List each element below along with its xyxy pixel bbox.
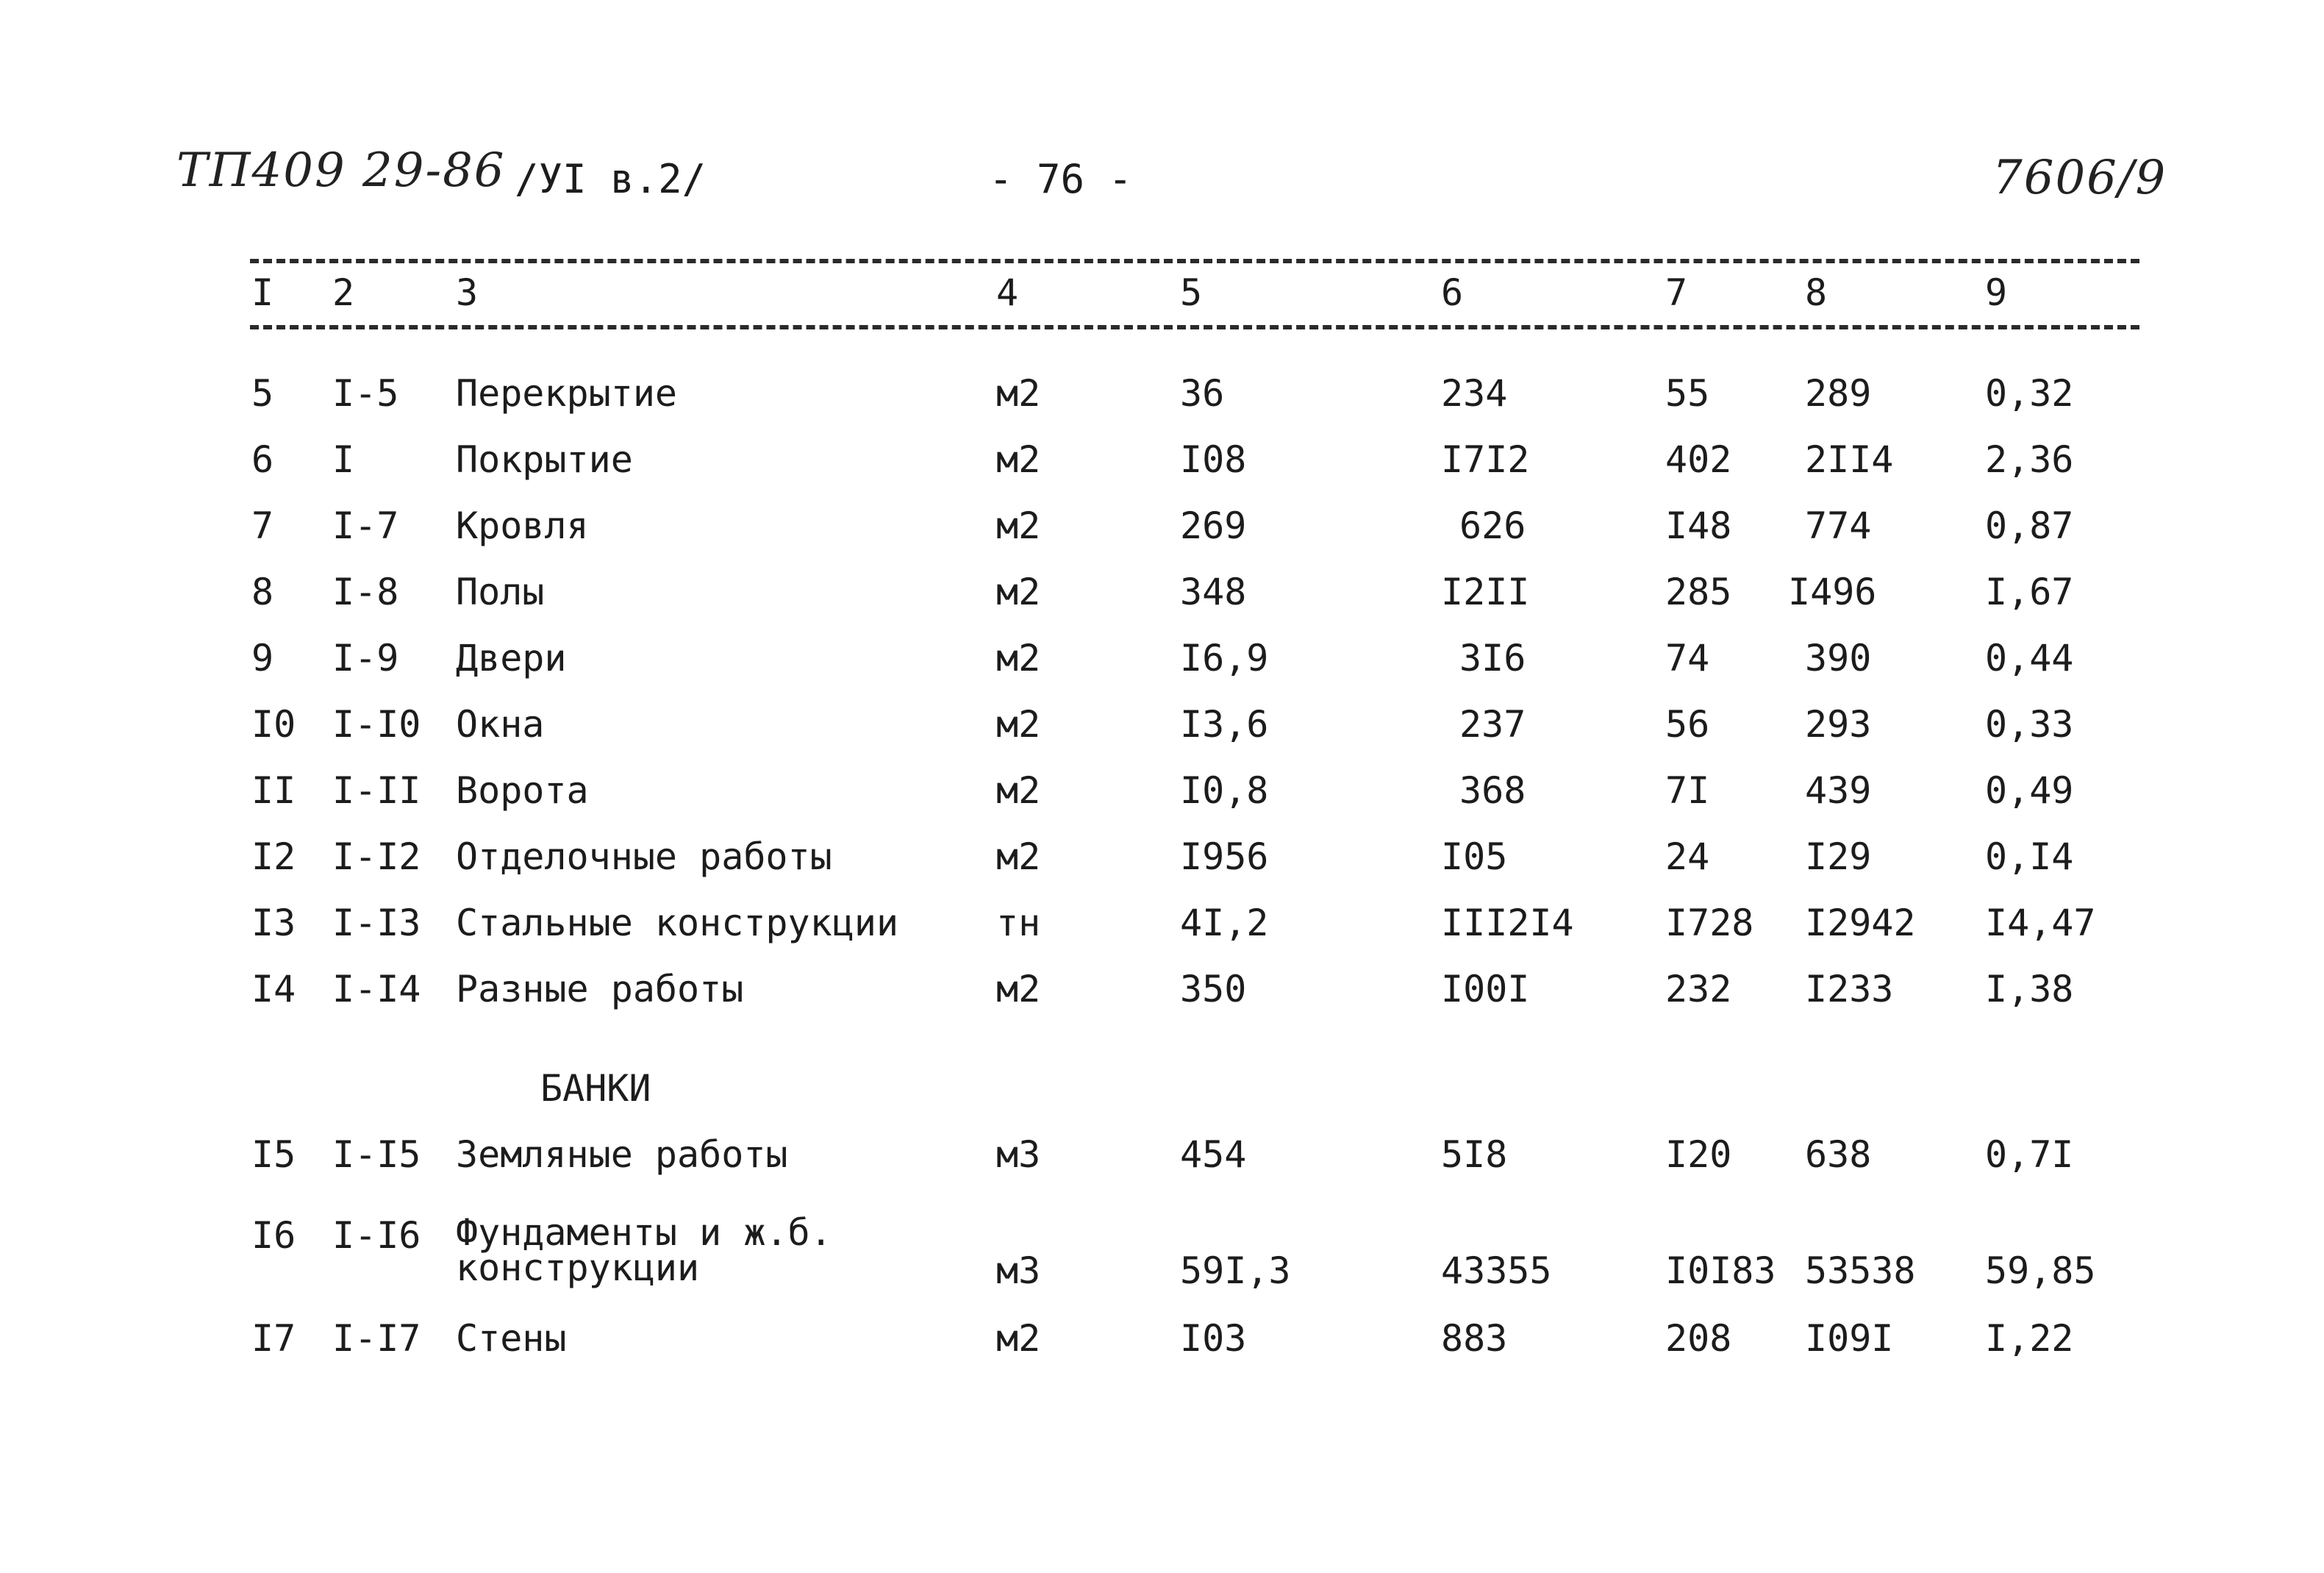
row-col7: 232 (1665, 968, 1732, 1010)
row-code: I-I7 (332, 1317, 421, 1360)
row-col7: 285 (1665, 571, 1732, 613)
row-number: 6 (251, 438, 274, 481)
column-header-5: 5 (1180, 271, 1203, 314)
header-rule-top (250, 259, 2139, 263)
row-col7: 55 (1665, 372, 1710, 415)
column-header-2: 2 (332, 271, 355, 314)
row-name: Стальные конструкции (456, 902, 899, 944)
row-col6: 883 (1441, 1317, 1508, 1360)
row-col6: 43355 (1441, 1249, 1552, 1292)
row-col8: 439 (1805, 769, 1872, 812)
row-number: I4 (251, 968, 296, 1010)
row-code: I-I0 (332, 703, 421, 746)
row-col8: 53538 (1805, 1249, 1916, 1292)
row-col9: I,22 (1985, 1317, 2074, 1360)
row-col5: 454 (1180, 1133, 1247, 1176)
row-unit: м2 (996, 637, 1041, 680)
row-col6: I2II (1441, 571, 1530, 613)
row-col6: 234 (1441, 372, 1508, 415)
row-unit: м2 (996, 571, 1041, 613)
volume-label: /УI в.2/ (515, 156, 707, 202)
row-col5: I956 (1180, 835, 1269, 878)
row-col9: 0,32 (1985, 372, 2074, 415)
column-header-8: 8 (1805, 271, 1828, 314)
row-name: Полы (456, 571, 545, 613)
row-col7: 402 (1665, 438, 1732, 481)
row-name: Покрытие (456, 438, 633, 481)
row-number: I6 (251, 1214, 296, 1257)
page-number: - 76 - (989, 156, 1133, 202)
row-code: I-II (332, 769, 421, 812)
row-name: Отделочные работы (456, 835, 832, 878)
row-name: Перекрытие (456, 372, 678, 415)
row-col9: 2,36 (1985, 438, 2074, 481)
row-number: 5 (251, 372, 274, 415)
row-col5: 269 (1180, 504, 1247, 547)
column-header-1: I (251, 271, 274, 314)
row-col6: I00I (1441, 968, 1530, 1010)
row-number: 9 (251, 637, 274, 680)
row-col6: 368 (1459, 769, 1526, 812)
row-col9: I,67 (1985, 571, 2074, 613)
row-col8: I496 (1788, 571, 1877, 613)
row-unit: м2 (996, 835, 1041, 878)
row-col7: 24 (1665, 835, 1710, 878)
row-unit: м3 (996, 1249, 1041, 1292)
row-number: I7 (251, 1317, 296, 1360)
row-code: I (332, 438, 355, 481)
row-unit: м2 (996, 703, 1041, 746)
row-name: Разные работы (456, 968, 744, 1010)
row-col5: I6,9 (1180, 637, 1269, 680)
row-col6: 626 (1459, 504, 1526, 547)
row-number: 8 (251, 571, 274, 613)
document-code: ТП409 29-86 (176, 143, 506, 198)
row-col8: 774 (1805, 504, 1872, 547)
row-col8: 2II4 (1805, 438, 1894, 481)
row-col5: 350 (1180, 968, 1247, 1010)
section-title: БАНКИ (540, 1067, 651, 1110)
row-col7: I48 (1665, 504, 1732, 547)
row-col8: 638 (1805, 1133, 1872, 1176)
row-col7: 74 (1665, 637, 1710, 680)
row-col6: 5I8 (1441, 1133, 1508, 1176)
row-unit: м2 (996, 1317, 1041, 1360)
row-name: Ворота (456, 769, 589, 812)
row-col5: I03 (1180, 1317, 1247, 1360)
row-code: I-I3 (332, 902, 421, 944)
row-col9: I4,47 (1985, 902, 2096, 944)
row-col7: 208 (1665, 1317, 1732, 1360)
column-header-4: 4 (996, 271, 1019, 314)
row-number: I3 (251, 902, 296, 944)
row-col7: I0I83 (1665, 1249, 1776, 1292)
row-number: 7 (251, 504, 274, 547)
row-col7: 56 (1665, 703, 1710, 746)
row-col7: I728 (1665, 902, 1754, 944)
row-name: Кровля (456, 504, 589, 547)
row-col5: I0,8 (1180, 769, 1269, 812)
row-col7: I20 (1665, 1133, 1732, 1176)
row-col5: 348 (1180, 571, 1247, 613)
row-name: Стены (456, 1317, 567, 1360)
row-col9: 0,87 (1985, 504, 2074, 547)
row-col6: 3I6 (1459, 637, 1526, 680)
row-col8: I29 (1805, 835, 1872, 878)
row-unit: м2 (996, 438, 1041, 481)
row-col7: 7I (1665, 769, 1710, 812)
row-col9: I,38 (1985, 968, 2074, 1010)
row-code: I-I4 (332, 968, 421, 1010)
row-number: I5 (251, 1133, 296, 1176)
row-col8: I2942 (1805, 902, 1916, 944)
row-unit: м3 (996, 1133, 1041, 1176)
row-col8: 293 (1805, 703, 1872, 746)
row-col6: III2I4 (1441, 902, 1574, 944)
row-col9: 0,33 (1985, 703, 2074, 746)
row-code: I-7 (332, 504, 399, 547)
row-code: I-I6 (332, 1214, 421, 1257)
row-col9: 0,44 (1985, 637, 2074, 680)
row-name (456, 1211, 832, 1289)
row-col8: I09I (1805, 1317, 1894, 1360)
row-col9: 0,49 (1985, 769, 2074, 812)
row-name: Земляные работы (456, 1133, 788, 1176)
column-header-7: 7 (1665, 271, 1688, 314)
row-code: I-8 (332, 571, 399, 613)
row-name-line1: Фундаменты и ж.б. (456, 1211, 832, 1254)
row-col8: 289 (1805, 372, 1872, 415)
row-col6: 237 (1459, 703, 1526, 746)
column-header-3: 3 (456, 271, 479, 314)
row-col9: 0,7I (1985, 1133, 2074, 1176)
row-col5: I08 (1180, 438, 1247, 481)
header-rule-bottom (250, 325, 2139, 329)
column-header-6: 6 (1441, 271, 1464, 314)
row-number: II (251, 769, 296, 812)
row-col5: 59I,3 (1180, 1249, 1291, 1292)
archive-code: 7606/9 (1992, 151, 2167, 205)
row-unit: тн (996, 902, 1041, 944)
row-number: I2 (251, 835, 296, 878)
row-col6: I7I2 (1441, 438, 1530, 481)
row-col6: I05 (1441, 835, 1508, 878)
row-col8: I233 (1805, 968, 1894, 1010)
row-code: I-I2 (332, 835, 421, 878)
row-col5: I3,6 (1180, 703, 1269, 746)
row-unit: м2 (996, 968, 1041, 1010)
row-col9: 0,I4 (1985, 835, 2074, 878)
column-header-9: 9 (1985, 271, 2008, 314)
row-col5: 36 (1180, 372, 1225, 415)
row-unit: м2 (996, 372, 1041, 415)
row-number: I0 (251, 703, 296, 746)
row-unit: м2 (996, 504, 1041, 547)
row-code: I-I5 (332, 1133, 421, 1176)
row-name-line2: конструкции (456, 1246, 700, 1289)
row-col8: 390 (1805, 637, 1872, 680)
row-col9: 59,85 (1985, 1249, 2096, 1292)
row-code: I-9 (332, 637, 399, 680)
row-name: Двери (456, 637, 567, 680)
row-col5: 4I,2 (1180, 902, 1269, 944)
row-code: I-5 (332, 372, 399, 415)
row-name: Окна (456, 703, 545, 746)
row-unit: м2 (996, 769, 1041, 812)
